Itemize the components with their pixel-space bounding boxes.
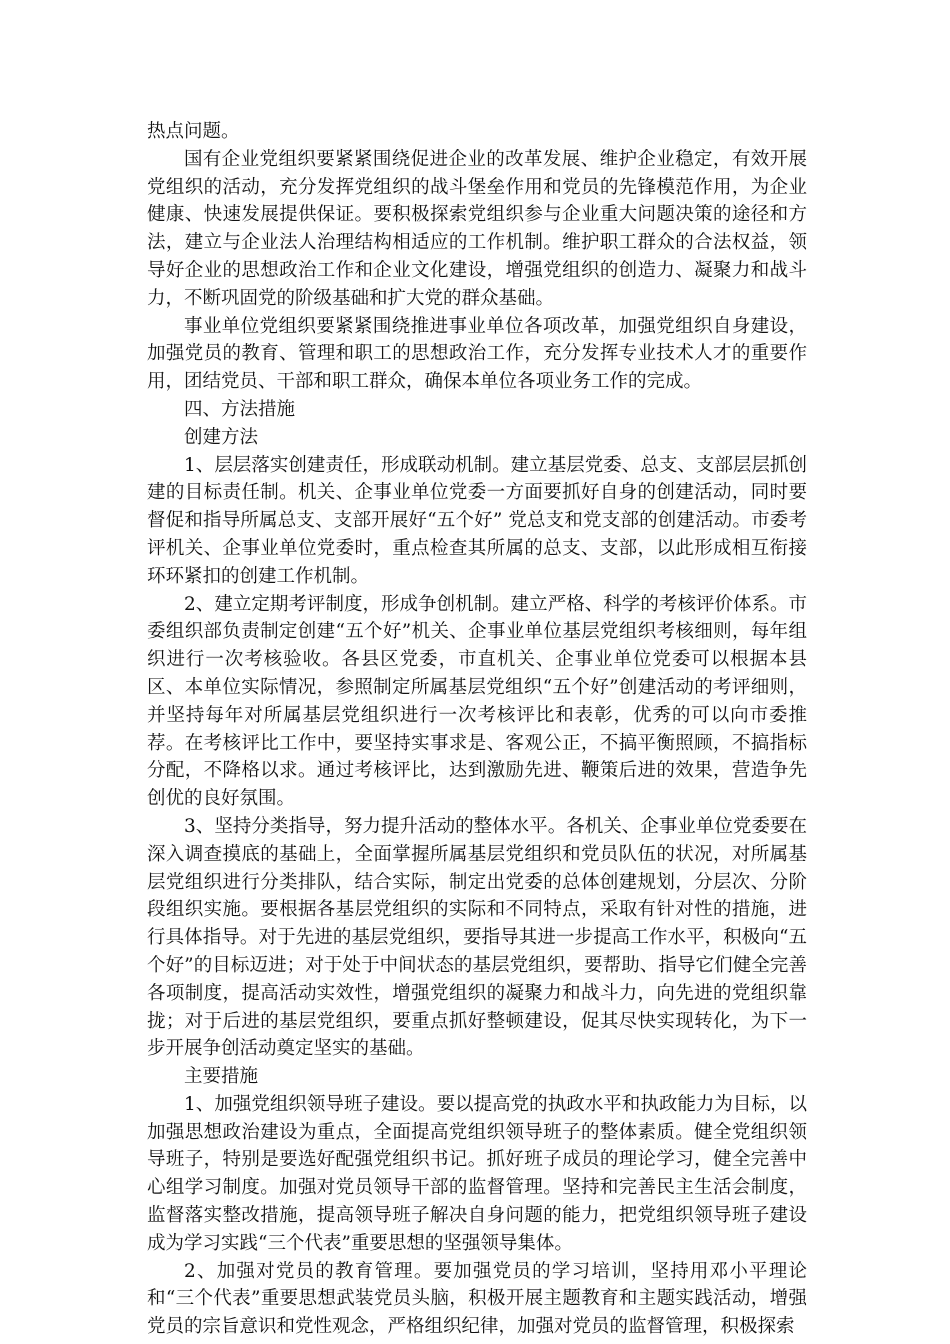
paragraph-state-enterprise: 国有企业党组织要紧紧围绕促进企业的改革发展、维护企业稳定，有效开展党组织的活动，充分发挥党组织的战斗堡垒作用和党员的先锋模范作用，为企业健康、快速发展提供保证。要积极探索党组织参与企业重大问题决策的途径和方法，建立与企业法人治理结构相适应的工作机制。维护职工群众的合法权益，领导好企业的思想政治工作和企业文化建设，增强党组织的创造力、凝聚力和战斗力，不断巩固党的阶级基础和扩大党的群众基础。	[147, 148, 807, 309]
paragraph-method-2: 2、建立定期考评制度，形成争创机制。建立严格、科学的考核评价体系。市委组织部负责制定创建“五个好”机关、企事业单位基层党组织考核细则，每年组织进行一次考核验收。各县区党委，市直机关、企事业单位党委可以根据本县区、本单位实际情况，参照制定所属基层党组织“五个好”创建活动的考评细则，并坚持每年对所属基层党组织进行一次考核评比和表彰，优秀的可以向市委推荐。在考核评比工作中，要坚持实事求是、客观公正，不搞平衡照顾，不搞指标分配，不降格以求。通过考核评比，达到激励先进、鞭策后进的效果，营造争先创优的良好氛围。	[147, 593, 807, 810]
subheading-main-measures: 主要措施	[184, 1066, 259, 1088]
paragraph-public-institution: 事业单位党组织要紧紧围绕推进事业单位各项改革，加强党组织自身建设，加强党员的教育、管理和职工的思想政治工作，充分发挥专业技术人才的重要作用，团结党员、干部和职工群众，确保本单位各项业务工作的完成。	[147, 315, 807, 393]
paragraph-method-1: 1、层层落实创建责任，形成联动机制。建立基层党委、总支、支部层层抓创建的目标责任制。机关、企事业单位党委一方面要抓好自身的创建活动，同时要督促和指导所属总支、支部开展好“五个好” 党总支和党支部的创建活动。市委考评机关、企事业单位党委时，重点检查其所属的总支、支部，以此形成相互衔接环环紧扣的创建工作机制。	[147, 454, 807, 587]
paragraph-method-3: 3、坚持分类指导，努力提升活动的整体水平。各机关、企事业单位党委要在深入调查摸底的基础上，全面掌握所属基层党组织和党员队伍的状况，对所属基层党组织进行分类排队，结合实际，制定出党委的总体创建规划，分层次、分阶段组织实施。要根据各基层党组织的实际和不同特点，采取有针对性的措施，进行具体指导。对于先进的基层党组织，要指导其进一步提高工作水平，积极向“五个好”的目标迈进；对于处于中间状态的基层党组织，要帮助、指导它们健全完善各项制度，提高活动实效性，增强党组织的凝聚力和战斗力，向先进的党组织靠拢；对于后进的基层党组织，要重点抓好整顿建设，促其尽快实现转化，为下一步开展争创活动奠定坚实的基础。	[147, 815, 807, 1060]
subheading-creation-methods: 创建方法	[184, 426, 259, 448]
document-body	[147, 118, 807, 1341]
paragraph-measure-1: 1、加强党组织领导班子建设。要以提高党的执政水平和执政能力为目标，以加强思想政治建设为重点，全面提高党组织领导班子的整体素质。健全党组织领导班子，特别是要选好配强党组织书记。抓好班子成员的理论学习，健全完善中心组学习制度。加强对党员领导干部的监督管理。坚持和完善民主生活会制度，监督落实整改措施，提高领导班子解决自身问题的能力，把党组织领导班子建设成为学习实践“三个代表”重要思想的坚强领导集体。	[147, 1093, 807, 1254]
paragraph-measure-2: 2、加强对党员的教育管理。要加强党员的学习培训，坚持用邓小平理论和“三个代表”重要思想武装党员头脑，积极开展主题教育和主题实践活动，增强党员的宗旨意识和党性观念，严格组织纪律，加强对党员的监督管理，积极探索	[147, 1260, 807, 1338]
section-heading-methods: 四、方法措施	[184, 398, 296, 420]
paragraph-continuation: 热点问题。	[147, 121, 240, 142]
